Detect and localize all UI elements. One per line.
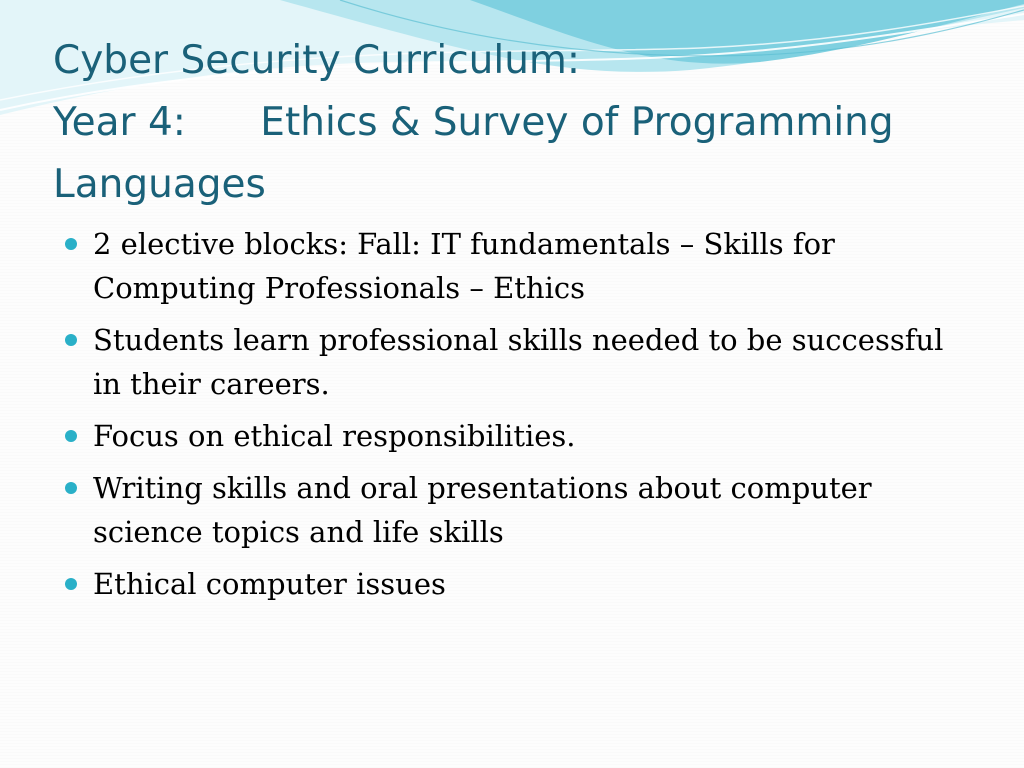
bullet-icon: [65, 578, 77, 590]
title-line: Year 4: Ethics & Survey of Programming: [53, 100, 894, 145]
bullet-icon: [65, 430, 77, 442]
bullet-item: [62, 414, 962, 458]
title-line: Cyber Security Curriculum:: [53, 38, 581, 83]
title-line: Languages: [53, 162, 266, 207]
bullet-text: Writing skills and oral presentations about computer science topics and life skills: [93, 471, 872, 549]
bullet-list: [62, 222, 962, 614]
slide-title: [53, 30, 1003, 216]
bullet-item: [62, 318, 962, 406]
bullet-text: Students learn professional skills needed to be successful in their careers.: [93, 323, 944, 401]
bullet-icon: [65, 238, 77, 250]
bullet-item: [62, 222, 962, 310]
bullet-text: Ethical computer issues: [93, 567, 446, 601]
bullet-item: [62, 562, 962, 606]
bullet-text: Focus on ethical responsibilities.: [93, 419, 576, 453]
bullet-icon: [65, 482, 77, 494]
bullet-item: [62, 466, 962, 554]
bullet-text: 2 elective blocks: Fall: IT fundamentals – Skills for Computing Professionals – Ethics: [93, 227, 835, 305]
bullet-icon: [65, 334, 77, 346]
